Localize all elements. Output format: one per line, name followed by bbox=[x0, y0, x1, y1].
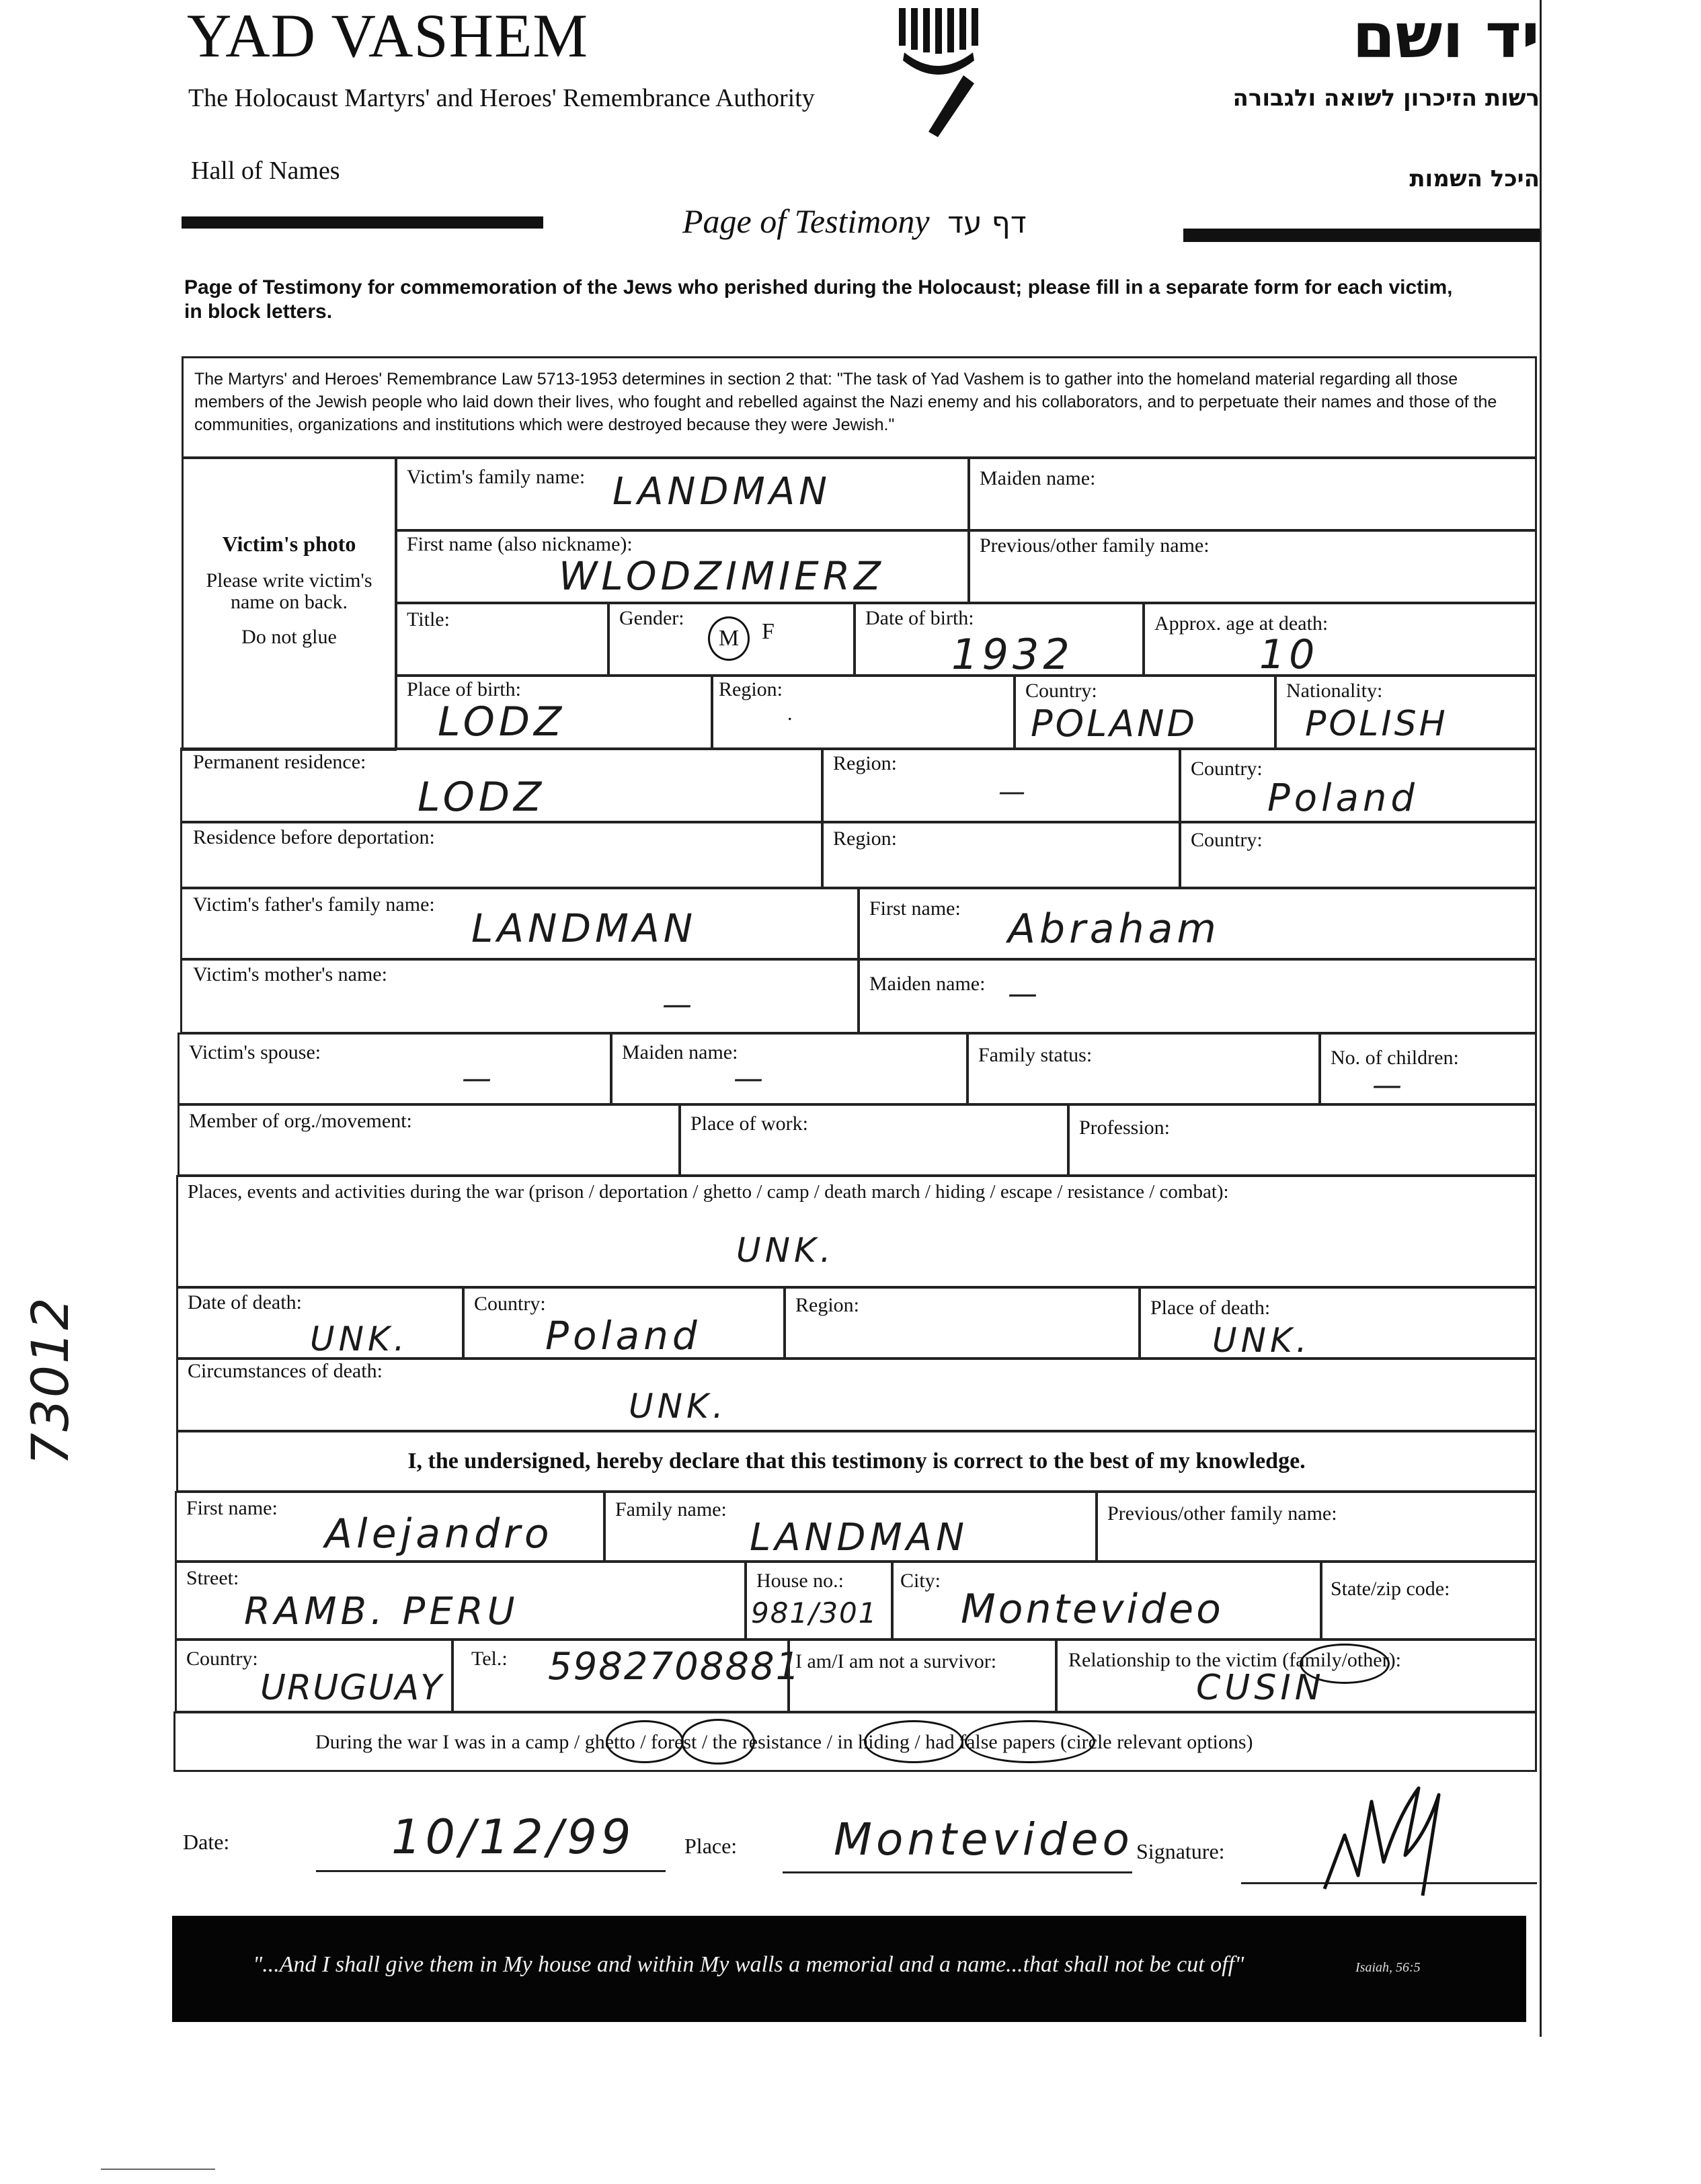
father-family-value[interactable]: LANDMAN bbox=[471, 905, 697, 951]
photo-line1: Please write victim's bbox=[206, 569, 372, 592]
menorah-logo-icon bbox=[891, 5, 985, 140]
side-number: 73012 bbox=[20, 1296, 80, 1465]
street-value[interactable]: RAMB. PERU bbox=[244, 1590, 519, 1633]
dod-cell bbox=[176, 1287, 464, 1359]
birth-region-cell bbox=[711, 675, 1015, 750]
nationality-value[interactable]: POLISH bbox=[1305, 704, 1448, 744]
father-family-label: Victim's father's family name: bbox=[193, 893, 435, 916]
death-region-label: Region: bbox=[795, 1294, 859, 1316]
tel-label: Tel.: bbox=[471, 1648, 508, 1670]
law-box bbox=[182, 356, 1537, 458]
mother-name-label: Victim's mother's name: bbox=[193, 963, 387, 985]
date-value[interactable]: 10/12/99 bbox=[391, 1810, 635, 1865]
street-label: Street: bbox=[186, 1567, 239, 1589]
perm-country-value[interactable]: Poland bbox=[1267, 776, 1419, 820]
sub-country-cell bbox=[175, 1639, 453, 1713]
dod-label: Date of death: bbox=[188, 1291, 302, 1313]
birth-country-label: Country: bbox=[1025, 680, 1097, 702]
footer-source: Isaiah, 56:5 bbox=[1355, 1960, 1421, 1975]
photo-title: Victim's photo bbox=[222, 532, 356, 556]
work-cell bbox=[679, 1104, 1069, 1176]
death-country-label: Country: bbox=[474, 1293, 546, 1315]
profession-label: Profession: bbox=[1079, 1117, 1170, 1139]
hebrew-title: יד ושם bbox=[1352, 0, 1540, 72]
false-papers-option-circle[interactable] bbox=[965, 1720, 1095, 1763]
profession-cell bbox=[1068, 1104, 1537, 1176]
war-status-text[interactable]: During the war I was in a camp / ghetto / forest / the resistance / in hiding / had false papers (circle relevant options) bbox=[315, 1731, 1253, 1753]
sub-prev-cell bbox=[1096, 1491, 1537, 1562]
title-label: Title: bbox=[407, 608, 450, 631]
hiding-option-circle[interactable] bbox=[864, 1720, 963, 1763]
signature-label: Signature: bbox=[1136, 1839, 1225, 1863]
birth-region-label: Region: bbox=[719, 678, 783, 700]
spouse-maiden-label: Maiden name: bbox=[622, 1041, 738, 1063]
age-cell bbox=[1143, 602, 1537, 676]
place-value[interactable]: Montevideo bbox=[834, 1814, 1134, 1865]
death-country-value[interactable]: Poland bbox=[545, 1313, 701, 1359]
perm-region-cell bbox=[822, 747, 1181, 823]
family-name-value[interactable]: LANDMAN bbox=[612, 470, 832, 514]
family-status-label: Family status: bbox=[978, 1044, 1093, 1066]
page-title-en: Page of Testimony bbox=[682, 202, 930, 240]
sub-family-label: Family name: bbox=[615, 1498, 727, 1521]
mother-maiden-value[interactable]: — bbox=[1008, 977, 1041, 1011]
res-region-cell bbox=[822, 821, 1181, 889]
page-title-he: דף עד bbox=[947, 206, 1027, 240]
street-cell bbox=[175, 1561, 746, 1640]
nationality-cell bbox=[1275, 675, 1537, 750]
circumstances-label: Circumstances of death: bbox=[188, 1360, 383, 1382]
spouse-cell bbox=[177, 1033, 612, 1105]
perm-region-label: Region: bbox=[833, 752, 897, 774]
sub-first-cell bbox=[175, 1491, 605, 1562]
signature-drawing[interactable] bbox=[1304, 1775, 1466, 1902]
pob-label: Place of birth: bbox=[407, 678, 521, 700]
first-name-cell bbox=[395, 530, 970, 604]
place-line bbox=[783, 1871, 1132, 1873]
pob-value[interactable]: LODZ bbox=[438, 698, 566, 745]
house-no-cell bbox=[745, 1561, 893, 1640]
maiden-name-cell bbox=[968, 457, 1537, 531]
bottom-scan-line bbox=[101, 2169, 215, 2170]
spouse-value[interactable]: — bbox=[462, 1061, 496, 1096]
war-status-cell bbox=[173, 1711, 1537, 1772]
tel-value[interactable]: 5982708881 bbox=[548, 1645, 801, 1689]
children-cell bbox=[1319, 1033, 1537, 1105]
dob-value[interactable]: 1932 bbox=[951, 630, 1074, 679]
res-country-cell bbox=[1179, 821, 1537, 889]
mother-maiden-label: Maiden name: bbox=[869, 973, 986, 995]
intro-text: Page of Testimony for commemoration of the Jews who perished during the Holocaust; please fill in a separate form for each victim, in block letters. bbox=[184, 276, 1453, 323]
age-value[interactable]: 10 bbox=[1259, 631, 1319, 678]
perm-country-label: Country: bbox=[1191, 758, 1263, 780]
birth-country-value[interactable]: POLAND bbox=[1031, 702, 1198, 745]
family-name-label: Victim's family name: bbox=[407, 466, 586, 488]
pod-label: Place of death: bbox=[1150, 1297, 1271, 1319]
places-value[interactable]: UNK. bbox=[736, 1231, 835, 1270]
footer-banner bbox=[172, 1916, 1526, 2022]
pod-value[interactable]: UNK. bbox=[1212, 1321, 1311, 1360]
perm-res-cell bbox=[180, 747, 823, 823]
city-value[interactable]: Montevideo bbox=[961, 1586, 1224, 1633]
sub-first-label: First name: bbox=[186, 1497, 278, 1519]
children-label: No. of children: bbox=[1331, 1047, 1459, 1069]
title-cell bbox=[395, 602, 609, 676]
perm-country-cell bbox=[1179, 747, 1537, 823]
work-label: Place of work: bbox=[690, 1113, 808, 1135]
perm-region-value[interactable]: — bbox=[998, 776, 1029, 807]
circumstances-value[interactable]: UNK. bbox=[629, 1387, 727, 1426]
dob-cell bbox=[854, 602, 1144, 679]
father-first-label: First name: bbox=[869, 897, 961, 920]
places-label: Places, events and activities during the war (prison / deportation / ghetto / camp / death march / hiding / escape / resistance / combat): bbox=[188, 1181, 1229, 1203]
father-first-value[interactable]: Abraham bbox=[1008, 905, 1220, 953]
member-cell bbox=[177, 1104, 680, 1176]
sub-family-cell bbox=[604, 1491, 1097, 1562]
sub-country-label: Country: bbox=[186, 1648, 258, 1670]
photo-box bbox=[182, 457, 397, 751]
gender-m-option[interactable] bbox=[708, 616, 750, 661]
house-no-value[interactable]: 981/301 bbox=[751, 1596, 878, 1629]
declaration-text: I, the undersigned, hereby declare that this testimony is correct to the best of my knowledge. bbox=[407, 1449, 1306, 1473]
ghetto-option-circle[interactable] bbox=[606, 1720, 684, 1763]
rule-right bbox=[1183, 229, 1541, 242]
state-zip-label: State/zip code: bbox=[1331, 1578, 1450, 1600]
circumstances-cell bbox=[176, 1358, 1537, 1432]
prev-family-label: Previous/other family name: bbox=[980, 534, 1210, 557]
city-cell bbox=[892, 1561, 1322, 1640]
birth-country-cell bbox=[1014, 675, 1276, 750]
mother-maiden-cell bbox=[858, 959, 1537, 1034]
children-value[interactable]: — bbox=[1372, 1068, 1406, 1102]
perm-res-label: Permanent residence: bbox=[193, 751, 366, 773]
pod-cell bbox=[1139, 1287, 1537, 1359]
first-name-label: First name (also nickname): bbox=[407, 533, 633, 555]
places-cell bbox=[176, 1175, 1537, 1288]
family-name-cell bbox=[395, 457, 970, 531]
survivor-label[interactable]: I am/I am not a survivor: bbox=[795, 1650, 997, 1672]
father-family-cell bbox=[180, 887, 859, 960]
state-zip-cell bbox=[1320, 1561, 1537, 1640]
member-label: Member of org./movement: bbox=[189, 1110, 412, 1132]
mother-name-value[interactable]: — bbox=[662, 987, 696, 1022]
house-no-label: House no.: bbox=[756, 1570, 844, 1592]
rule-left bbox=[182, 216, 543, 229]
hebrew-hall: היכל השמות bbox=[1409, 165, 1540, 192]
page-title bbox=[682, 202, 1027, 241]
date-line bbox=[316, 1870, 666, 1872]
photo-line2: name on back. bbox=[230, 591, 348, 613]
prev-family-cell bbox=[968, 530, 1537, 604]
family-status-cell bbox=[967, 1033, 1320, 1105]
footer-quote: "...And I shall give them in My house and within My walls a memorial and a name...that shall not be cut off" bbox=[253, 1952, 1244, 1977]
spouse-maiden-value[interactable]: — bbox=[734, 1061, 767, 1096]
pob-cell bbox=[395, 675, 713, 750]
place-label: Place: bbox=[684, 1834, 738, 1858]
mother-name-cell bbox=[180, 959, 859, 1034]
age-label: Approx. age at death: bbox=[1154, 612, 1329, 635]
relationship-value[interactable]: CUSIN bbox=[1196, 1668, 1325, 1708]
date-label: Date: bbox=[183, 1830, 230, 1854]
law-text: The Martyrs' and Heroes' Remembrance Law 5713-1953 determines in section 2 that: "The task of Yad Vashem is to gather into the homeland material regarding all those members of the Jewish people who laid down their lives, who fought and rebelled against the Nazi enemy and his collaborators, and to perpetuate their names and those of the communities, organizations and institutions which were destroyed because they were Jewish." bbox=[194, 370, 1497, 434]
death-region-cell bbox=[784, 1287, 1140, 1359]
declaration-cell bbox=[176, 1430, 1537, 1492]
org-subtitle: The Holocaust Martyrs' and Heroes' Remembrance Authority bbox=[188, 84, 815, 112]
right-border-line bbox=[1540, 0, 1542, 2037]
relationship-cell bbox=[1056, 1639, 1537, 1713]
sub-country-value[interactable]: URUGUAY bbox=[260, 1668, 443, 1708]
gender-f-option[interactable]: F bbox=[762, 619, 775, 644]
spouse-maiden-cell bbox=[610, 1033, 968, 1105]
res-before-cell bbox=[180, 821, 823, 889]
org-title: YAD VASHEM bbox=[187, 1, 589, 70]
tel-cell bbox=[452, 1639, 801, 1713]
forest-option-circle[interactable] bbox=[681, 1719, 755, 1765]
gender-m-text: M bbox=[718, 626, 740, 651]
maiden-name-label: Maiden name: bbox=[980, 467, 1096, 489]
res-before-label: Residence before deportation: bbox=[193, 826, 435, 848]
survivor-cell bbox=[788, 1639, 1057, 1713]
sub-family-value[interactable]: LANDMAN bbox=[750, 1516, 969, 1560]
res-region-label: Region: bbox=[833, 827, 897, 850]
dod-value[interactable]: UNK. bbox=[310, 1320, 409, 1359]
gender-cell bbox=[608, 602, 855, 676]
photo-line3: Do not glue bbox=[241, 626, 337, 648]
gender-label: Gender: bbox=[619, 607, 684, 629]
sub-prev-label: Previous/other family name: bbox=[1107, 1502, 1337, 1525]
dob-label: Date of birth: bbox=[865, 607, 974, 629]
relationship-label: Relationship to the victim (family/other): bbox=[1068, 1649, 1401, 1671]
hall-of-names: Hall of Names bbox=[191, 157, 340, 185]
spouse-label: Victim's spouse: bbox=[189, 1041, 321, 1063]
city-label: City: bbox=[900, 1570, 941, 1592]
res-country-label: Country: bbox=[1191, 829, 1263, 851]
first-name-value[interactable]: WLODZIMIERZ bbox=[559, 553, 885, 599]
hebrew-subtitle: רשות הזיכרון לשואה ולגבורה bbox=[1232, 85, 1540, 112]
nationality-label: Nationality: bbox=[1286, 680, 1383, 702]
birth-region-value[interactable]: . bbox=[787, 702, 793, 725]
father-first-cell bbox=[858, 887, 1537, 960]
death-country-cell bbox=[463, 1287, 785, 1359]
perm-res-value[interactable]: LODZ bbox=[418, 774, 546, 821]
sub-first-value[interactable]: Alejandro bbox=[325, 1510, 553, 1558]
